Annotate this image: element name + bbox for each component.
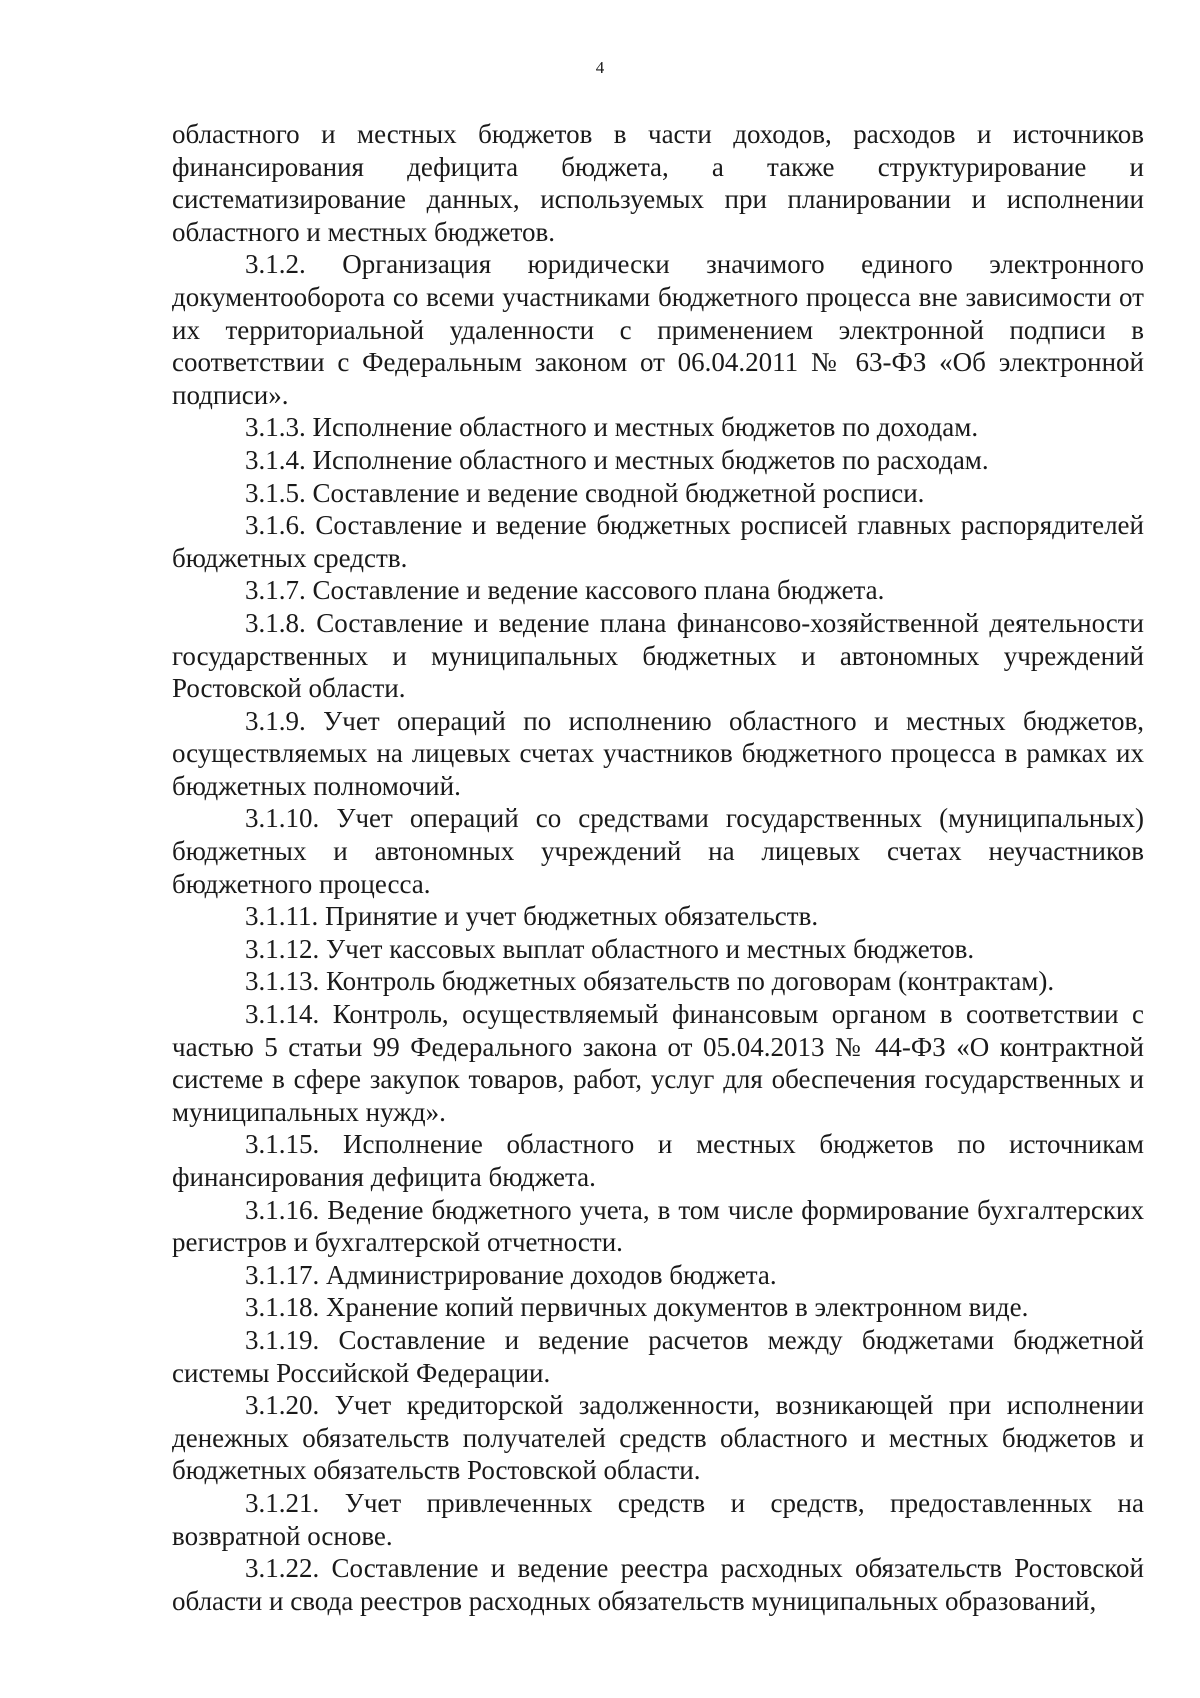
paragraph-3-1-21: 3.1.21. Учет привлеченных средств и средств, предоставленных на возвратной основе. bbox=[172, 1487, 1144, 1551]
paragraph-3-1-20: 3.1.20. Учет кредиторской задолженности, возникающей при исполнении денежных обязательств получателей средств областного и местных бюджетов и бюджетных обязательств Ростовской области. bbox=[172, 1390, 1144, 1486]
paragraph-3-1-3: 3.1.3. Исполнение областного и местных бюджетов по доходам. bbox=[245, 412, 979, 443]
document-body bbox=[172, 118, 1144, 1617]
paragraph-3-1-13: 3.1.13. Контроль бюджетных обязательств по договорам (контрактам). bbox=[245, 966, 1055, 997]
paragraph-3-1-4: 3.1.4. Исполнение областного и местных бюджетов по расходам. bbox=[245, 444, 989, 475]
paragraph-3-1-18: 3.1.18. Хранение копий первичных документов в электронном виде. bbox=[245, 1292, 1029, 1323]
paragraph-3-1-22: 3.1.22. Составление и ведение реестра расходных обязательств Ростовской области и свода реестров расходных обязательств муниципальных образований, bbox=[172, 1553, 1144, 1616]
paragraph-3-1-12: 3.1.12. Учет кассовых выплат областного и местных бюджетов. bbox=[245, 933, 975, 964]
paragraph-3-1-6: 3.1.6. Составление и ведение бюджетных росписей главных распорядителей бюджетных средств. bbox=[172, 510, 1144, 573]
paragraph-3-1-9: 3.1.9. Учет операций по исполнению областного и местных бюджетов, осуществляемых на лицевых счетах участников бюджетного процесса в рамках их бюджетных полномочий. bbox=[172, 705, 1144, 801]
paragraph-3-1-11: 3.1.11. Принятие и учет бюджетных обязательств. bbox=[245, 901, 819, 932]
paragraph-3-1-15: 3.1.15. Исполнение областного и местных бюджетов по источникам финансирования дефицита бюджета. bbox=[172, 1129, 1144, 1192]
paragraph-3-1-17: 3.1.17. Администрирование доходов бюджета. bbox=[245, 1259, 777, 1290]
paragraph-3-1-14: 3.1.14. Контроль, осуществляемый финансовым органом в соответствии с частью 5 статьи 99 Федерального закона от 05.04.2013 № 44-ФЗ «О контрактной системе в сфере закупок товаров, работ, услуг для обеспечения государственных и муниципальных нужд». bbox=[172, 999, 1144, 1127]
paragraph-3-1-19: 3.1.19. Составление и ведение расчетов между бюджетами бюджетной системы Российской Федерации. bbox=[172, 1324, 1144, 1388]
paragraph-3-1-8: 3.1.8. Составление и ведение плана финансово-хозяйственной деятельности государственных и муниципальных бюджетных и автономных учреждений Ростовской области. bbox=[172, 607, 1144, 704]
paragraph-continuation: областного и местных бюджетов в части доходов, расходов и источников финансирования дефицита бюджета, а также структурирование и систематизирование данных, используемых при планировании и исполнении областного и местных бюджетов. bbox=[172, 119, 1144, 247]
paragraph-3-1-10: 3.1.10. Учет операций со средствами государственных (муниципальных) бюджетных и автономных учреждений на лицевых счетах неучастников бюджетного процесса. bbox=[172, 803, 1144, 899]
paragraph-3-1-2: 3.1.2. Организация юридически значимого единого электронного документооборота со всеми участниками бюджетного процесса вне зависимости от их территориальной удаленности с применением электронной подписи в соответствии с Федеральным законом от 06.04.2011 № 63-ФЗ «Об электронной подписи». bbox=[172, 249, 1144, 410]
paragraph-3-1-16: 3.1.16. Ведение бюджетного учета, в том числе формирование бухгалтерских регистров и бухгалтерской отчетности. bbox=[172, 1194, 1144, 1258]
paragraph-3-1-7: 3.1.7. Составление и ведение кассового плана бюджета. bbox=[245, 575, 885, 606]
page-number: 4 bbox=[595, 58, 605, 77]
paragraph-3-1-5: 3.1.5. Составление и ведение сводной бюджетной росписи. bbox=[245, 477, 925, 508]
